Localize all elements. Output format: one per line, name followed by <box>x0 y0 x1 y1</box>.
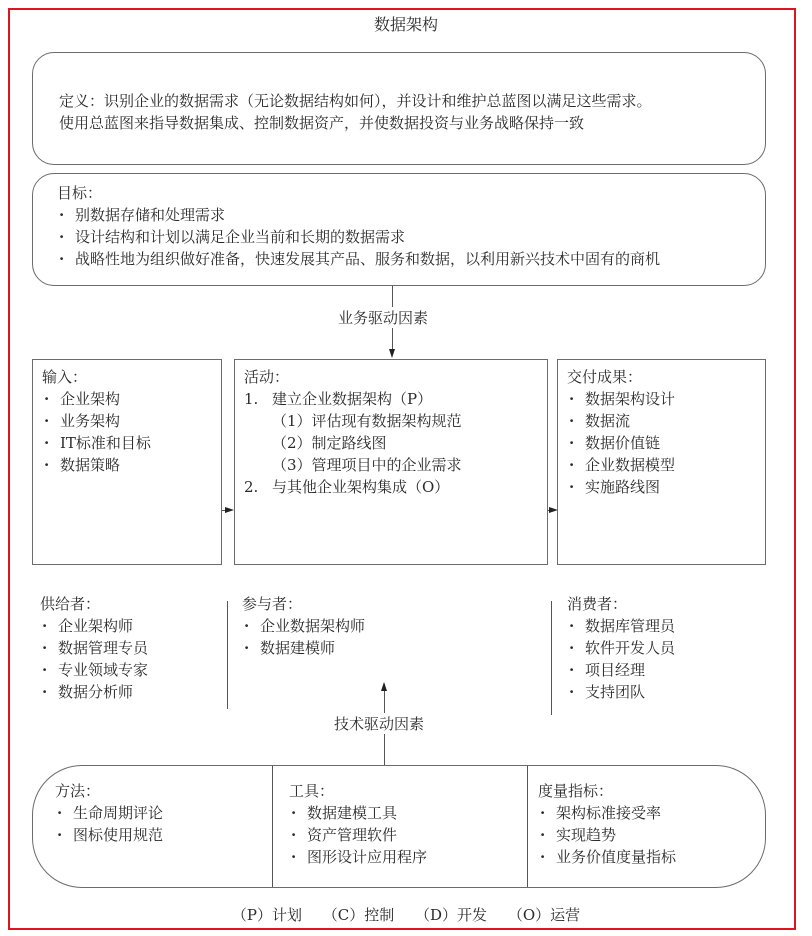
activity-text: 与其他企业架构集成（O） <box>272 478 450 496</box>
suppliers-list <box>40 615 148 703</box>
legend-item: （D）开发 <box>415 906 488 924</box>
tool-item: · 图形设计应用程序 <box>289 846 427 868</box>
methods-column <box>33 766 273 887</box>
participants-list <box>242 615 365 659</box>
consumer-item: · 数据库管理员 <box>567 615 675 637</box>
tool-item: · 数据建模工具 <box>289 802 427 824</box>
methods-tools-metrics-box <box>32 765 766 888</box>
goals-list <box>57 204 660 270</box>
activity-number: 2. <box>244 478 259 496</box>
diagram-title: 数据架构 <box>373 15 438 34</box>
participant-item: · 数据建模师 <box>242 637 365 659</box>
activity-number: 1. <box>244 390 259 408</box>
inputs-heading: 输入： <box>42 368 88 386</box>
inputs-list <box>42 388 151 476</box>
suppliers-section <box>40 593 148 703</box>
tools-heading: 工具： <box>289 782 335 800</box>
metric-item: · 业务价值度量指标 <box>538 846 676 868</box>
metrics-column <box>528 766 766 887</box>
metric-item: · 架构标准接受率 <box>538 802 676 824</box>
input-item: · 数据策略 <box>42 454 151 476</box>
supplier-item: · 数据管理专员 <box>40 637 148 659</box>
tools-list <box>289 802 427 868</box>
goals-heading: 目标： <box>57 184 103 202</box>
participants-heading: 参与者： <box>242 595 303 613</box>
goal-item: · 设计结构和计划以满足企业当前和长期的数据需求 <box>57 226 660 248</box>
legend <box>0 904 812 925</box>
technical-drivers-label: 技术驱动因素 <box>334 715 425 733</box>
activity-subitem: （2）制定路线图 <box>272 434 387 452</box>
deliverables-heading: 交付成果： <box>567 368 643 386</box>
definition-box <box>32 52 766 165</box>
participants-section <box>242 593 365 659</box>
supplier-item: · 企业架构师 <box>40 615 148 637</box>
goal-item: · 别数据存储和处理需求 <box>57 204 660 226</box>
activities-heading: 活动： <box>244 368 290 386</box>
participant-item: · 企业数据架构师 <box>242 615 365 637</box>
goal-item: · 战略性地为组织做好准备，快速发展其产品、服务和数据，以利用新兴技术中固有的商机 <box>57 248 660 270</box>
consumers-heading: 消费者： <box>567 595 628 613</box>
activity-subitem: （3）管理项目中的企业需求 <box>272 456 462 474</box>
deliverables-box <box>557 359 766 565</box>
supplier-item: · 专业领域专家 <box>40 659 148 681</box>
consumers-section <box>567 593 675 703</box>
activity-text: 建立企业数据架构（P） <box>272 390 433 408</box>
metric-item: · 实现趋势 <box>538 824 676 846</box>
input-item: · 企业架构 <box>42 388 151 410</box>
legend-item: （C）控制 <box>322 906 395 924</box>
supplier-item: · 数据分析师 <box>40 681 148 703</box>
definition-text <box>59 90 652 134</box>
deliverable-item: · 实施路线图 <box>567 476 675 498</box>
goals-box <box>32 173 766 286</box>
activities-box <box>234 359 548 565</box>
business-drivers-label: 业务驱动因素 <box>338 309 429 327</box>
suppliers-heading: 供给者： <box>40 595 101 613</box>
consumer-item: · 项目经理 <box>567 659 675 681</box>
tools-column <box>273 766 527 887</box>
input-item: · 业务架构 <box>42 410 151 432</box>
deliverable-item: · 数据价值链 <box>567 432 675 454</box>
definition-line: 定义：识别企业的数据需求（无论数据结构如何），并设计和维护总蓝图以满足这些需求。 <box>59 92 652 110</box>
deliverable-item: · 企业数据模型 <box>567 454 675 476</box>
activity-item <box>244 476 462 498</box>
definition-line: 使用总蓝图来指导数据集成、控制数据资产，并使数据投资与业务战略保持一致 <box>59 114 585 132</box>
metrics-heading: 度量指标： <box>538 782 614 800</box>
legend-item: （O）运营 <box>507 906 581 924</box>
tool-item: · 资产管理软件 <box>289 824 427 846</box>
legend-item: （P）计划 <box>231 906 302 924</box>
methods-heading: 方法： <box>55 782 101 800</box>
deliverable-item: · 数据架构设计 <box>567 388 675 410</box>
arrow-up-icon <box>381 682 387 691</box>
arrow-down-icon <box>389 349 395 358</box>
activity-item <box>244 388 462 410</box>
activity-subitem: （1）评估现有数据架构规范 <box>272 412 462 430</box>
suppliers-divider <box>227 601 228 709</box>
method-item: · 生命周期评论 <box>55 802 163 824</box>
consumer-item: · 软件开发人员 <box>567 637 675 659</box>
method-item: · 图标使用规范 <box>55 824 163 846</box>
methods-list <box>55 802 163 846</box>
inputs-box <box>32 359 222 565</box>
input-item: · IT标准和目标 <box>42 432 151 454</box>
deliverables-list <box>567 388 675 498</box>
consumers-list <box>567 615 675 703</box>
arrow-right-icon <box>225 507 234 513</box>
deliverable-item: · 数据流 <box>567 410 675 432</box>
consumers-divider <box>551 601 552 715</box>
metrics-list <box>538 802 676 868</box>
consumer-item: · 支持团队 <box>567 681 675 703</box>
